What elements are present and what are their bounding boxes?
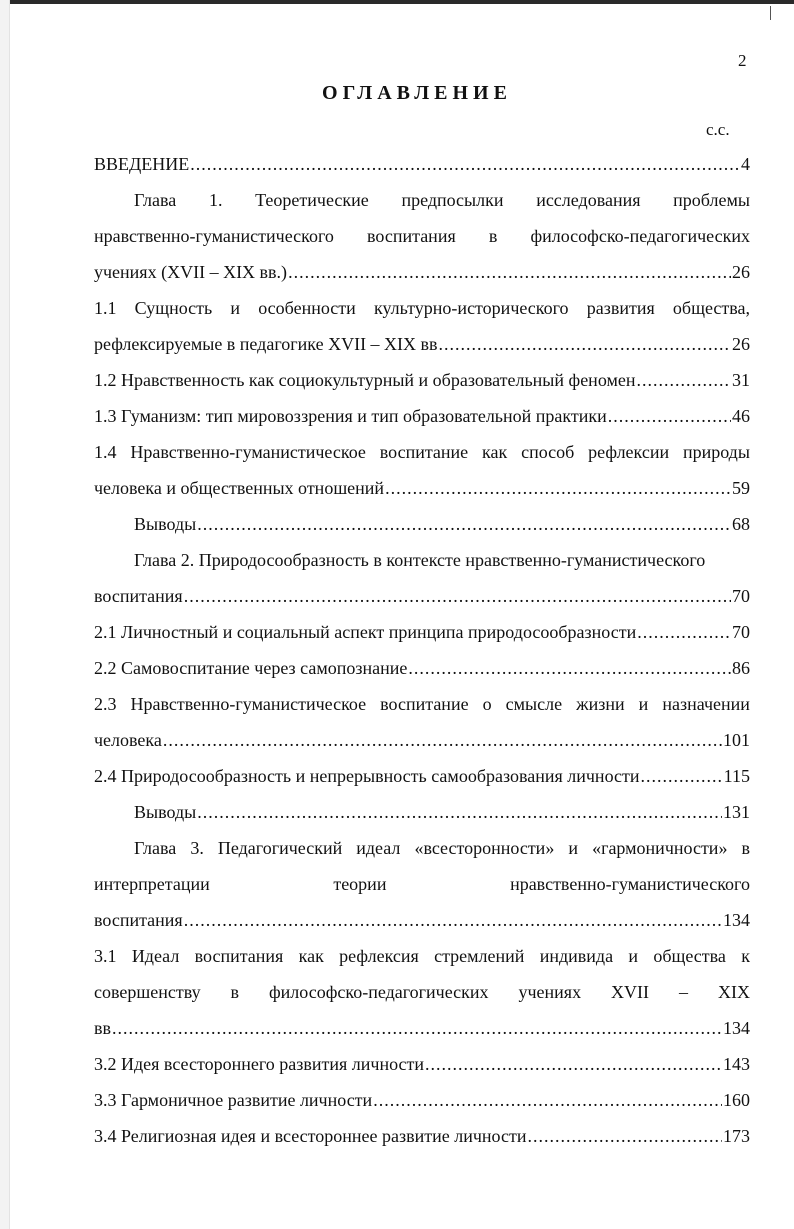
toc-word: рефлексия	[339, 946, 419, 966]
toc-entry-text: рефлексируемые в педагогике XVII – XIX вв	[94, 334, 438, 354]
toc-section-3-1-line-1	[94, 938, 750, 974]
toc-chapter-3-line-1	[94, 830, 750, 866]
toc-word: особенности	[258, 298, 356, 318]
toc-page-number: 115	[723, 766, 750, 786]
toc-page-number: 131	[723, 802, 750, 822]
toc-word: 1.1	[94, 298, 117, 318]
dot-leader	[288, 254, 731, 290]
toc-page-number: 26	[732, 334, 750, 354]
dot-leader	[425, 1046, 722, 1082]
toc-word: как	[482, 442, 508, 462]
toc-word: 1.4	[94, 442, 117, 462]
toc-word: философско-педагогических	[269, 982, 489, 1002]
toc-word: воспитания	[194, 946, 284, 966]
toc-entry-text: 1.2 Нравственность как социокультурный и образовательный феномен	[94, 370, 636, 390]
toc-entry-text: человека и общественных отношений	[94, 478, 385, 498]
toc-word: Глава	[134, 838, 177, 858]
toc-word: Нравственно-гуманистическое	[130, 694, 367, 714]
toc-entry-text: Выводы	[134, 802, 197, 822]
toc-section-1-4-line-2	[94, 470, 750, 506]
pages-column-label: с.с.	[706, 120, 730, 139]
toc-word: теории	[333, 874, 387, 894]
toc-word: интерпретации	[94, 874, 210, 894]
toc-word: индивида	[539, 946, 614, 966]
toc-section-2-1	[94, 614, 750, 650]
toc-word: Сущность	[134, 298, 213, 318]
dot-leader	[637, 362, 732, 398]
toc-chapter-2-line-2	[94, 578, 750, 614]
toc-section-1-4-line-1	[94, 434, 750, 470]
toc-page-number: 59	[732, 478, 750, 498]
toc-entry-text: 2.4 Природосообразность и непрерывность самообразования личности	[94, 766, 640, 786]
scan-mark	[770, 6, 771, 20]
toc-word: природы	[682, 442, 750, 462]
toc-word: к	[741, 946, 750, 966]
toc-section-1-1-line-1	[94, 290, 750, 326]
toc-entry-text: 3.2 Идея всестороннего развития личности	[94, 1054, 425, 1074]
toc-word: и	[230, 298, 241, 318]
toc-chapter-3-line-3	[94, 902, 750, 938]
toc-entry-text: Глава 2. Природосообразность в контексте нравственно-гуманистического	[134, 550, 706, 570]
toc-entry-text: 2.2 Самовоспитание через самопознание	[94, 658, 408, 678]
toc-page-number: 26	[732, 262, 750, 282]
dot-leader	[637, 614, 731, 650]
toc-chapter-1-line-3	[94, 254, 750, 290]
toc-chapter-2-line-1	[94, 542, 750, 578]
dot-leader	[385, 470, 731, 506]
toc-section-3-3	[94, 1082, 750, 1118]
toc-word: Нравственно-гуманистическое	[130, 442, 366, 462]
dot-leader	[527, 1118, 722, 1154]
toc-word: «всесторонности»	[414, 838, 555, 858]
toc-page-number: 134	[723, 1018, 750, 1038]
toc-word: в	[741, 838, 750, 858]
toc-chapter-3-line-2	[94, 866, 750, 902]
dot-leader	[184, 902, 722, 938]
toc-word: 3.1	[94, 946, 117, 966]
toc-word: как	[298, 946, 324, 966]
toc-entry-text: 3.3 Гармоничное развитие личности	[94, 1090, 373, 1110]
toc-word: учениях	[518, 982, 582, 1002]
toc-word: и	[628, 946, 639, 966]
toc-word: предпосылки	[401, 190, 504, 210]
dot-leader	[439, 326, 731, 362]
toc-entry-text: вв	[94, 1018, 111, 1038]
toc-word: и	[638, 694, 649, 714]
toc-word: смысле	[505, 694, 563, 714]
toc-word: жизни	[576, 694, 625, 714]
dot-leader	[408, 650, 731, 686]
toc-conclusions-chapter-1	[94, 506, 750, 542]
table-of-contents	[94, 146, 750, 1154]
toc-word: назначении	[662, 694, 750, 714]
toc-word: общества	[653, 946, 726, 966]
toc-word: XIX	[717, 982, 750, 1002]
dot-leader	[608, 398, 731, 434]
toc-entry-text: учениях (XVII – XIX вв.)	[94, 262, 288, 282]
toc-word: воспитания	[367, 226, 456, 246]
toc-entry-text: ВВЕДЕНИЕ	[94, 154, 190, 174]
dot-leader	[184, 578, 731, 614]
toc-word: Теоретические	[255, 190, 369, 210]
toc-word: в	[488, 226, 498, 246]
toc-word: 1.	[208, 190, 223, 210]
toc-section-3-2	[94, 1046, 750, 1082]
dot-leader	[112, 1010, 722, 1046]
toc-word: развития	[586, 298, 655, 318]
toc-page-number: 70	[732, 586, 750, 606]
page-number: 2	[738, 51, 747, 70]
toc-word: XVII	[611, 982, 650, 1002]
dot-leader	[197, 794, 722, 830]
toc-section-2-3-line-1	[94, 686, 750, 722]
toc-word: в	[230, 982, 240, 1002]
toc-page-number: 134	[723, 910, 750, 930]
page-title: ОГЛАВЛЕНИЕ	[322, 82, 512, 104]
toc-page-number: 70	[732, 622, 750, 642]
toc-section-2-3-line-2	[94, 722, 750, 758]
toc-chapter-1-line-2	[94, 218, 750, 254]
toc-page-number: 31	[732, 370, 750, 390]
toc-word: философско-педагогических	[530, 226, 750, 246]
dot-leader	[641, 758, 723, 794]
toc-page-number: 160	[723, 1090, 750, 1110]
toc-word: воспитание	[379, 442, 469, 462]
toc-word: исследования	[536, 190, 641, 210]
toc-section-3-4	[94, 1118, 750, 1154]
toc-word: нравственно-гуманистического	[510, 874, 750, 894]
toc-word: Глава	[134, 190, 177, 210]
toc-section-1-3	[94, 398, 750, 434]
toc-entry-text: воспитания	[94, 910, 183, 930]
dot-leader	[190, 146, 740, 182]
toc-section-3-1-line-3	[94, 1010, 750, 1046]
toc-page-number: 143	[723, 1054, 750, 1074]
scan-edge-left	[0, 0, 10, 1229]
toc-word: совершенству	[94, 982, 201, 1002]
toc-word: рефлексии	[588, 442, 670, 462]
toc-section-3-1-line-2	[94, 974, 750, 1010]
toc-word: проблемы	[673, 190, 750, 210]
toc-word: идеал	[356, 838, 401, 858]
toc-page-number: 46	[732, 406, 750, 426]
toc-word: о	[482, 694, 492, 714]
dot-leader	[163, 722, 722, 758]
toc-word: Педагогический	[217, 838, 343, 858]
toc-page-number: 101	[723, 730, 750, 750]
toc-word: нравственно-гуманистического	[94, 226, 334, 246]
toc-entry-text: человека	[94, 730, 162, 750]
toc-entry-text: 1.3 Гуманизм: тип мировоззрения и тип образовательной практики	[94, 406, 607, 426]
toc-section-2-4	[94, 758, 750, 794]
toc-page-number: 4	[741, 154, 750, 174]
toc-entry-text: 3.4 Религиозная идея и всестороннее развитие личности	[94, 1126, 527, 1146]
toc-word: стремлений	[434, 946, 525, 966]
toc-page-number: 173	[723, 1126, 750, 1146]
toc-section-1-1-line-2	[94, 326, 750, 362]
toc-page-number: 68	[732, 514, 750, 534]
toc-word: воспитание	[380, 694, 469, 714]
toc-chapter-1-line-1	[94, 182, 750, 218]
toc-word: Идеал	[131, 946, 180, 966]
toc-entry-text: Выводы	[134, 514, 197, 534]
toc-entry-text: 2.1 Личностный и социальный аспект принципа природосообразности	[94, 622, 637, 642]
toc-word: культурно-исторического	[373, 298, 569, 318]
toc-word: общества,	[672, 298, 750, 318]
scan-edge-top	[0, 0, 794, 4]
toc-entry-introduction	[94, 146, 750, 182]
toc-word: способ	[521, 442, 575, 462]
toc-word: –	[679, 982, 688, 1002]
toc-conclusions-chapter-2	[94, 794, 750, 830]
dot-leader	[373, 1082, 722, 1118]
toc-word: «гармоничности»	[592, 838, 728, 858]
dot-leader	[197, 506, 731, 542]
toc-section-1-2	[94, 362, 750, 398]
toc-word: 2.3	[94, 694, 117, 714]
toc-word: и	[568, 838, 579, 858]
toc-section-2-2	[94, 650, 750, 686]
toc-word: 3.	[190, 838, 204, 858]
toc-entry-text: воспитания	[94, 586, 183, 606]
toc-page-number: 86	[732, 658, 750, 678]
